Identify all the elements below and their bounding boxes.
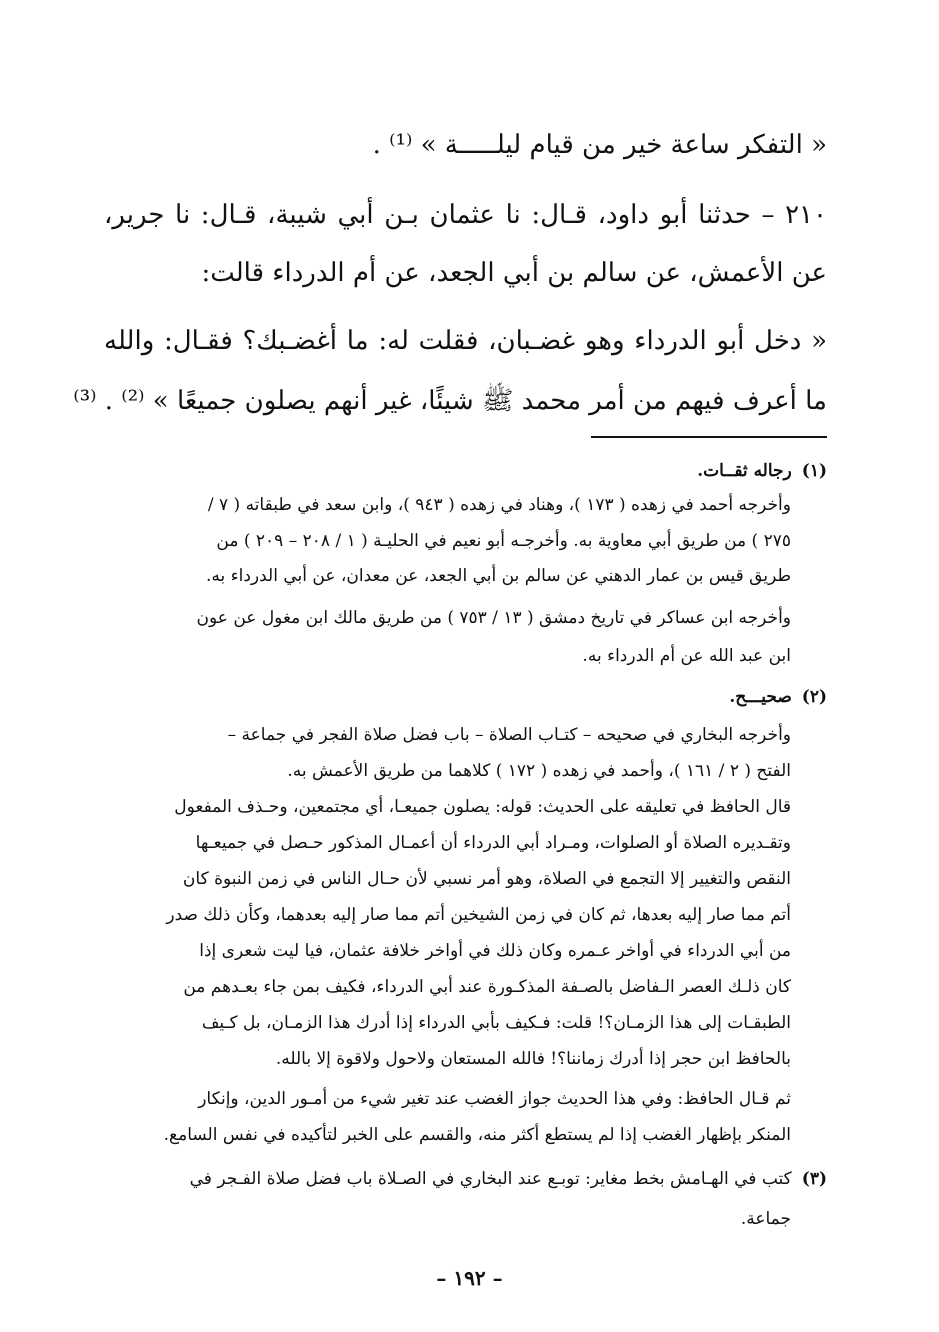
footnote-line: بالحافظ ابن حجر إذا أدرك زماننا؟! فالله المستعان ولاحول ولاقوة إلا بالله.: [275, 1049, 791, 1069]
footnote-line: جماعة.: [740, 1209, 791, 1229]
footnote-line: طريق قيس بن عمار الدهني عن سالم بن أبي الجعد، عن معدان، عن أبي الدرداء به.: [205, 566, 791, 586]
footnote-2-heading: [104, 684, 827, 710]
footnote-grade: رجاله ثقــات.: [697, 461, 792, 481]
main-line: « دخل أبو الدرداء وهو غضـبان، فقلت له: ما أغضـبك؟ فقـال: والله: [104, 326, 827, 356]
footnote-line: الفتح ( ٢ / ١٦١ )، وأحمد في زهده ( ١٧٢ ) كلاهما من طريق الأعمش به.: [287, 761, 791, 781]
main-line: ٢١٠ – حدثنا أبو داود، قـال: نا عثمان بـن أبي شيبة، قـال: نا جرير،: [104, 200, 827, 230]
footnote-line: ثم قـال الحافظ: وفي هذا الحديث جواز الغضب عند تغير شيء من أمـور الدين، وإنكار: [198, 1089, 791, 1109]
footnote-number: (١): [801, 461, 827, 481]
footnote-3-first-line: [104, 1166, 827, 1192]
footnote-line: أتم مما صار إليه بعدها، ثم كان في زمن الشيخين أتم مما صار إليه بعدهما، وكأن ذلك صدر: [166, 905, 791, 925]
main-line: « التفكر ساعة خير من قيام ليلـــــة » ⁽¹⁾ .: [372, 130, 827, 160]
footnote-separator: [591, 436, 827, 438]
footnote-line: وأخرجه ابن عساكر في تاريخ دمشق ( ١٣ / ٧٥٣ ) من طريق مالك ابن مغول عن عون: [196, 608, 791, 628]
footnote-line: قال الحافظ في تعليقه على الحديث: قوله: يصلون جميعـا، أي مجتمعين، وحـذف المفعول: [174, 797, 791, 817]
footnote-1-heading: [104, 458, 827, 484]
main-line: عن الأعمش، عن سالم بن أبي الجعد، عن أم الدرداء قالت:: [201, 258, 827, 288]
footnote-line: وأخرجه البخاري في صحيحه – كتـاب الصلاة – باب فضل صلاة الفجر في جماعة –: [227, 725, 791, 745]
footnote-grade: صحيـــح.: [729, 687, 792, 707]
page-number: – ١٩٢ –: [436, 1266, 503, 1290]
footnote-number: (٢): [801, 687, 827, 707]
footnote-line: وتقـديره الصلاة أو الصلوات، ومـراد أبي الدرداء أن أعمـال المذكور حـصل في جميعـها: [195, 833, 791, 853]
footnote-line: ابن عبد الله عن أم الدرداء به.: [582, 646, 791, 666]
footnote-number: (٣): [801, 1169, 827, 1189]
footnote-line: كتب في الهـامش بخط مغاير: توبـع عند البخاري في الصـلاة باب فضل صلاة الفـجر في: [189, 1169, 792, 1189]
footnote-line: المنكر بإظهار الغضب إذا لم يستطع أكثر منه، والقسم على الخبر لتأكيده في نفس السامع.: [163, 1125, 791, 1145]
footnote-line: من أبي الدرداء في أواخر عـمره وكان ذلك في أواخر خلافة عثمان، فيا ليت شعرى إذا: [199, 941, 791, 961]
footnote-line: الطبقـات إلى هذا الزمـان؟! قلت: فـكيف بأبي الدرداء إذا أدرك هذا الزمـان، بل كـيف: [201, 1013, 791, 1033]
footnote-line: ٢٧٥ ) من طريق أبي معاوية به. وأخرجـه أبو نعيم في الحليـة ( ١ / ٢٠٨ – ٢٠٩ ) من: [216, 531, 791, 551]
footnote-line: وأخرجه أحمد في زهده ( ١٧٣ )، وهناد في زهده ( ٩٤٣ )، وابن سعد في طبقاته ( ٧ /: [207, 495, 791, 515]
footnote-line: كان ذلـك العصر الـفاضل بالصـفة المذكـورة عند أبي الدرداء، فكيف بمن جاء بعـدهم من: [183, 977, 791, 997]
footnote-line: النقص والتغيير إلا التجمع في الصلاة، وهو أمر نسبي لأن حـال الناس في زمن النبوة كان: [182, 869, 791, 889]
main-line: ما أعرف فيهم من أمر محمد ﷺ شيئًا، غير أنهم يصلون جميعًا » ⁽²⁾ . ⁽³⁾: [73, 386, 827, 416]
